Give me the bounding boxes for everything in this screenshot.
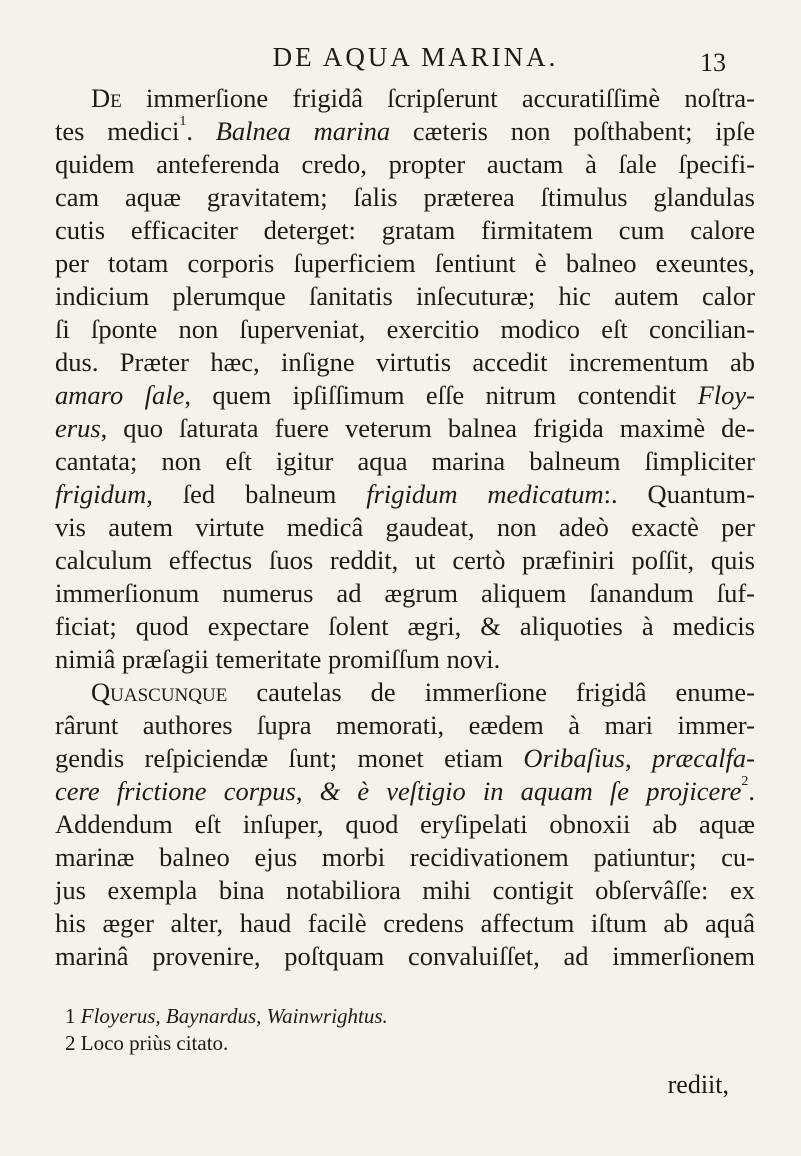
running-title: DE AQUA MARINA. [272, 42, 559, 72]
text-line-4: cam aquæ gravitatem; ſalis præterea ſtimulus glandulas [55, 182, 755, 212]
text-line-5: cutis efficaciter deterget: gratam firmitatem cum calore [55, 215, 755, 245]
text-line-6: per totam corporis ſuperficiem ſentiunt è balneo exeuntes, [55, 248, 755, 278]
footnote-ref-1: 1 [179, 114, 187, 129]
text-line-27: marinâ provenire, poſtquam convaluiſſet, ad immerſionem [55, 941, 755, 971]
text-line-7: indicium plerumque ſanitatis inſecuturæ; hic autem calor [55, 281, 755, 311]
text-line-13: frigidum, ſed balneum frigidum medicatum:. Quantum- [55, 479, 755, 509]
text-line-20: rârunt authores ſupra memorati, eædem à mari immer- [55, 710, 755, 740]
text-line-12: cantata; non eſt igitur aqua marina balneum ſimpliciter [55, 446, 755, 476]
drop-word: De [91, 83, 122, 113]
footnotes [55, 1003, 755, 1057]
footnote-ref-2: 2 [741, 774, 749, 789]
text-line-1: De immerſione frigidâ ſcripſerunt accuratiſſimè noſtra- [91, 83, 755, 113]
text-line-24: marinæ balneo ejus morbi recidivationem patiuntur; cu- [55, 842, 755, 872]
text-line-9: dus. Præter hæc, inſigne virtutis accedit incrementum ab [55, 347, 755, 377]
text-line-23: Addendum eſt inſuper, quod eryſipelati obnoxii ab aquæ [55, 809, 755, 839]
text-line-15: calculum effectus ſuos reddit, ut certò præfiniri poſſit, quis [55, 545, 755, 575]
text-line-10: amaro ſale, quem ipſiſſimum eſſe nitrum contendit Floy- [55, 380, 755, 410]
footnote-2: 2 Loco priùs citato. [65, 1031, 229, 1055]
text-line-21: gendis reſpiciendæ ſunt; monet etiam Oribaſius, præcalfa- [55, 743, 756, 773]
body-text [55, 82, 755, 973]
text-line-2: tes medici$^1$. Balnea marina cæteris non poſthabent; ipſe [55, 114, 756, 146]
text-line-18: nimiâ præſagii temeritate promiſſum novi. [55, 644, 501, 674]
text-line-8: ſi ſponte non ſuperveniat, exercitio modico eſt concilian- [55, 314, 755, 344]
text-line-17: ficiat; quod expectare ſolent ægri, & aliquoties à medicis [55, 611, 755, 641]
page-header [0, 42, 801, 82]
text-line-14: vis autem virtute medicâ gaudeat, non adeò exactè per [55, 512, 755, 542]
footnote-1: 1 Floyerus, Baynardus, Wainwrightus. [65, 1004, 388, 1028]
text-line-16: immerſionum numerus ad ægrum aliquem ſanandum ſuf- [55, 578, 755, 608]
page-number: 13 [700, 48, 726, 77]
text-line-26: his æger alter, haud facilè credens affectum iſtum ab aquâ [55, 908, 755, 938]
text-line-22: cere frictione corpus, & è veſtigio in aquam ſe projicere$^2$. [55, 774, 755, 806]
text-line-3: quidem anteferenda credo, propter auctam à ſale ſpecifi- [55, 149, 755, 179]
catchword: rediit, [667, 1070, 729, 1099]
text-line-11: erus, quo ſaturata fuere veterum balnea frigida maximè de- [55, 413, 755, 443]
text-line-25: jus exempla bina notabiliora mihi contigit obſervâſſe: ex [55, 875, 755, 905]
text-line-19: Quascunque cautelas de immerſione frigidâ enume- [91, 677, 755, 707]
